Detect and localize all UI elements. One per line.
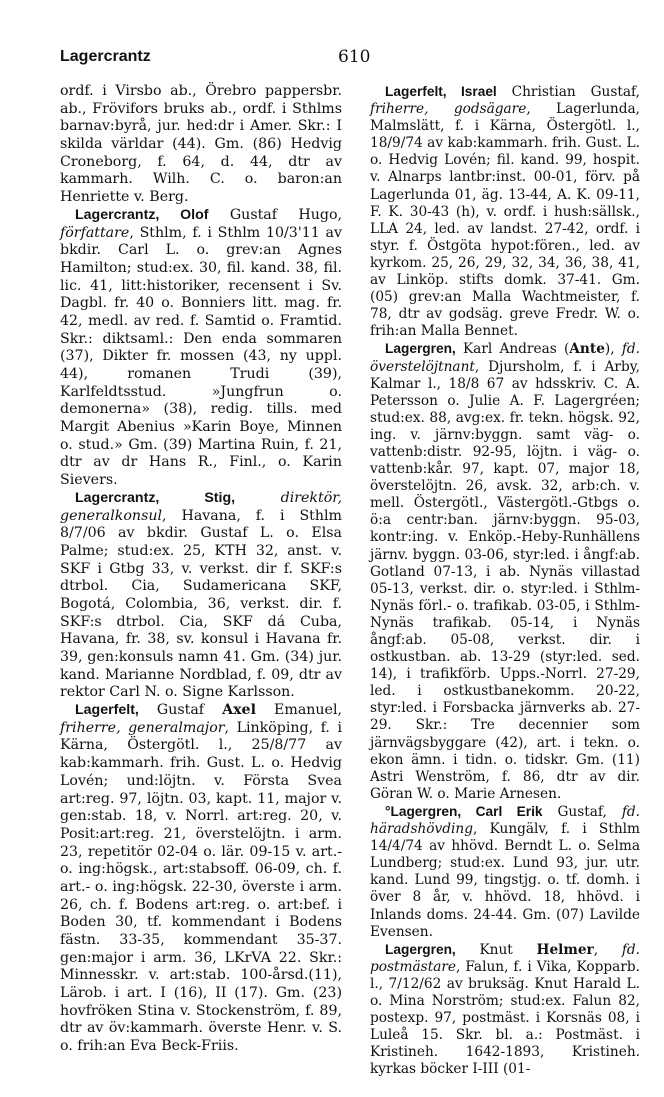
entry-title: fd. postmästare xyxy=(370,941,641,975)
left-column xyxy=(60,83,342,1056)
entry-title: friherre, godsägare xyxy=(370,101,527,118)
entry-lagerfelt-axel xyxy=(60,702,342,1056)
entry-text: , Linköping, f. i Kärna, Östergötl. l., 25/8/77 av kab:kammarh. frih. Gust. L. o. Hedvig Lovén; und:löjtn. v. Första Svea art:reg. 97, löjtn. 03, kapt. 11, major v. gen:stab. 18, v. Norrl. art:reg. 20, v. Posit:art:reg. 21, överstelöjtn. i arm. 23, repetitör 02-04 o. lär. 09-15 v. art.- o. ing:högsk., art:stabsoff. 06-09, ch. f. art.- o. ing:högsk. 22-30, överste i arm. 26, ch. f. Bodens art:reg. o. art:bef. i Boden 30, tf. kommendant i Bodens fästn. 33-35, kommendant 35-37. gen:major i arm. 36, LKrVA 22. Skr.: Minnesskr. v. art:stab. 100-årsd.(11), Lärob. i art. I (16), II (17). Gm. (23) hovfröken Stina v. Stockenström, f. 89, dtr av öv:kammarh. överste Henr. v. S. o. frih:an Eva Beck-Friis. xyxy=(60,719,342,1055)
entry-text: , Sthlm, f. i Sthlm 10/3'11 av bkdir. Carl L. o. grev:an Agnes Hamilton; stud:ex. 30, fil. kand. 38, fil. lic. 41, litt:historiker, recensent i Sv. Dagbl. fr. 40 o. Bonniers litt. mag. fr. 42, medl. av red. f. Samtid o. Framtid. Skr.: diktsaml.: Den enda sommaren (37), Dikter fr. mossen (43, ny uppl. 44), romanen Trudi (39), Karlfeldtsstud. »Jungfrun o. demonerna» (38), redig. tills. med Margit Abenius »Karin Boye, Minnen o. stud.» Gm. (39) Martina Ruin, f. 21, dtr av dr Hans R., Finl., o. Karin Sievers. xyxy=(60,224,342,489)
entry-name: Lagergren, xyxy=(385,341,456,357)
entry-text: , Djursholm, f. i Arby, Kalmar l., 18/8 67 av hdsskriv. C. A. Petersson o. Julie A. F. Lagergréen; stud:ex. 88, avg:ex. fr. tekn. högsk. 92, ing. v. järnv:byggn. samt väg- o. vattenb:distr. 92-95, löjtn. i väg- o. vattenb:kår. 97, kapt. 07, major 18, överstelöjtn. 26, avsk. 32, arb:ch. v. mell. Östergötl., Västergötl.-Gtbgs o. ö:a centr:ban. järnv:byggn. 95-03, kontr:ing. v. Enköp.-Heby-Runhällens järnv. byggn. 03-06, styr:led. i ångf:ab. Gotland 07-13, i ab. Nynäs villastad 05-13, verkst. dir. o. styr:led. i Sthlm-Nynäs förl.- o. trafikab. 03-05, i Sthlm-Nynäs trafikab. 05-14, i Nynäs ångf:ab. 05-08, verkst. dir. i ostkustban. ab. 13-29 (styr:led. sed. 14), i trafikförb. Upps.-Norrl. 27-29, led. i ostkustbanekomm. 20-22, styr:led. i Forsbacka järnverks ab. 27-29. Skr.: Tre decennier som järnvägsbyggare (42), art. i tekn. o. ekon ämn. i tidn. o. tidskr. Gm. (11) Astri Wenström, f. 86, dtr av dir. Göran W. o. Marie Arnesen. xyxy=(370,358,640,802)
entry-title: fd. häradshövding xyxy=(370,803,640,838)
entry-title: friherre, generalmajor xyxy=(60,719,225,736)
entry-name: Lagerfelt, Israel xyxy=(385,84,497,99)
entry-given-names: Karl Andreas ( xyxy=(455,341,570,358)
entry-lagergren-helmer xyxy=(370,941,640,1079)
entry-given-names-rest: , xyxy=(593,941,622,958)
entry-given-names: Christian Gustaf, xyxy=(496,84,640,100)
entry-given-names: Gustaf, xyxy=(542,803,622,820)
entry-call-name: Ante xyxy=(569,341,605,358)
entry-title: författare xyxy=(60,224,130,241)
entry-call-name: Axel xyxy=(222,702,256,719)
right-column xyxy=(370,83,640,1078)
entry-lagercrantz-stig xyxy=(60,490,342,702)
entry-call-name: Helmer xyxy=(536,941,594,958)
entry-given-names: Gustaf xyxy=(138,702,223,719)
running-head: Lagercrantz xyxy=(60,48,151,65)
entry-name: Lagercrantz, Olof xyxy=(75,206,209,223)
entry-given-names: Knut xyxy=(455,941,537,958)
entry-text: ordf. i Virsbo ab., Örebro pappersbr. ab., Frövifors bruks ab., ordf. i Sthlms barnav:byrå, jur. hed:dr i Amer. Skr.: I skilda världar (44). Gm. (86) Hedvig Croneborg, f. 64, d. 44, dtr av kammarh. Wilh. C. o. baron:an Henriette v. Berg. xyxy=(60,83,342,206)
entry-lagercrantz-olof xyxy=(60,207,342,490)
entry-given-names: Gustaf Hugo, xyxy=(208,206,342,223)
entry-lagerfelt-israel xyxy=(370,83,640,340)
entry-text: , Falun, f. i Vika, Kopparb. l., 7/12/62 av bruksäg. Knut Harald L. o. Mina Norström; stud:ex. Falun 82, postexp. 97, postmäst. i Korsnäs 08, i Luleå 15. Skr. bl. a.: Postmäst. i Kristineh. 1642-1893, Kristineh. kyrkas böcker I-III (01- xyxy=(370,958,640,1078)
entry-name: Lagerfelt, xyxy=(75,702,139,719)
entry-lagergren-ante xyxy=(370,340,640,803)
entry-name: °Lagergren, Carl Erik xyxy=(385,803,543,819)
entry-name: Lagergren, xyxy=(385,941,456,957)
entry-text: , Kungälv, f. i Sthlm 14/4/74 av hhövd. Berndt L. o. Selma Lundberg; stud:ex. Lund 93, jur. utr. kand. Lund 99, tingstjg. o. tf. domh. i över 8 år, v. hhövd. 18, hhövd. i Inlands doms. 24-44. Gm. (07) Lavilde Evensen. xyxy=(370,821,640,940)
entry-text: , Lagerlunda, Malmslätt, f. i Kärna, Östergötl. l., 18/9/74 av kab:kammarh. frih. Gust. L. o. Hedvig Lovén; fil. kand. 99, hospit. v. Alnarps lantbr:inst. 00-01, förv. på Lagerlunda 01, äg. 13-44, A. K. 09-11, F. K. 30-43 (h), v. ordf. i hush:sällsk., LLA 24, led. av landst. 27-42, ordf. i styr. f. Östgöta hypot:fören., led. av kyrkom. 25, 26, 29, 32, 34, 36, 38, 41, av Linköp. stifts domk. 37-41. Gm. (05) grev:an Malla Wachtmeister, f. 78, dtr av godsäg. greve Fredr. W. o. frih:an Malla Bennet. xyxy=(370,101,640,340)
entry-lagergren-carl-erik xyxy=(370,803,640,941)
entry-name: Lagercrantz, Stig, xyxy=(75,489,236,506)
entry-given-names-rest: ), xyxy=(604,341,622,358)
entry-title: fd. överstelöjtnant xyxy=(370,341,640,375)
entry-text: , Havana, f. i Sthlm 8/7/06 av bkdir. Gustaf L. o. Elsa Palme; stud:ex. 25, KTH 32, anst. v. SKF i Gtbg 33, v. verkst. dir f. SKF:s dtrbol. Cia, Sudamericana SKF, Bogotá, Colombia, 36, verkst. dir. f. SKF:s dtrbol. Cia, SKF dá Cuba, Havana, fr. 38, sv. konsul i Havana fr. 39, gen:konsuls namn 41. Gm. (34) jur. kand. Marianne Nordblad, f. 09, dtr av rektor Carl N. o. Signe Karlsson. xyxy=(60,507,342,701)
page-number: 610 xyxy=(338,47,371,67)
entry-title: direktör, generalkonsul xyxy=(60,489,342,524)
page-header xyxy=(60,48,602,72)
entry-continuation xyxy=(60,83,342,207)
entry-given-names-rest: Emanuel, xyxy=(255,702,343,719)
